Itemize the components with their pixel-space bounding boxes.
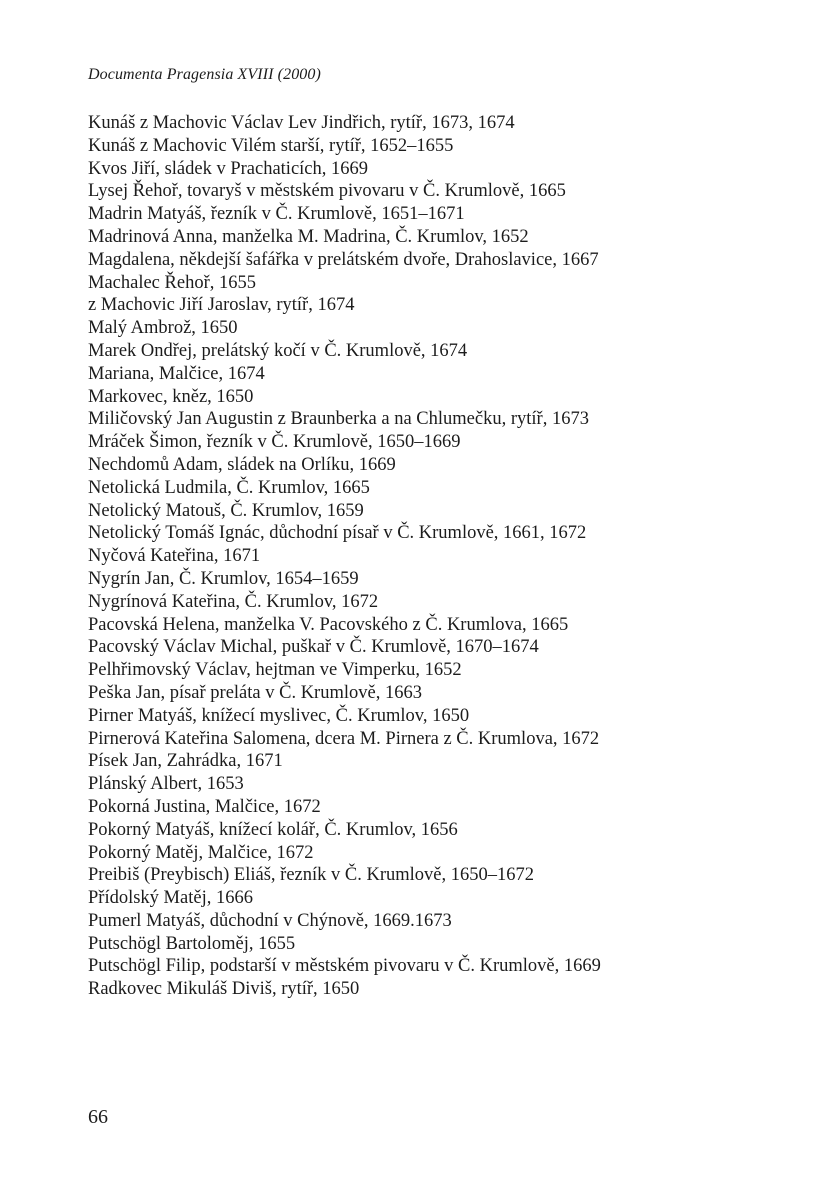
index-entry-list [88, 112, 708, 1001]
index-entry: Netolický Matouš, Č. Krumlov, 1659 [88, 500, 364, 521]
index-entry: Mráček Šimon, řezník v Č. Krumlově, 1650–1669 [88, 432, 461, 453]
index-entry: Pacovský Václav Michal, puškař v Č. Krumlově, 1670–1674 [88, 637, 539, 658]
index-entry: Radkovec Mikuláš Diviš, rytíř, 1650 [88, 979, 360, 1000]
index-entry: Kunáš z Machovic Václav Lev Jindřich, rytíř, 1673, 1674 [88, 113, 515, 133]
index-entry: Markovec, kněz, 1650 [88, 386, 254, 407]
index-entry: Nyčová Kateřina, 1671 [88, 546, 261, 567]
index-entry: Mariana, Malčice, 1674 [88, 363, 265, 384]
index-entry: Netolický Tomáš Ignác, důchodní písař v Č. Krumlově, 1661, 1672 [88, 523, 587, 544]
index-entry: Malý Ambrož, 1650 [88, 318, 238, 339]
index-entry: Madrinová Anna, manželka M. Madrina, Č. Krumlov, 1652 [88, 226, 529, 247]
index-entry: Madrin Matyáš, řezník v Č. Krumlově, 1651–1671 [88, 204, 465, 225]
index-entry: Plánský Albert, 1653 [88, 774, 244, 795]
index-entry: Miličovský Jan Augustin z Braunberka a na Chlumečku, rytíř, 1673 [88, 409, 589, 430]
index-entry: Kvos Jiří, sládek v Prachaticích, 1669 [88, 158, 369, 179]
index-entry: Pirner Matyáš, knížecí myslivec, Č. Krumlov, 1650 [88, 705, 470, 726]
index-entry: Machalec Řehoř, 1655 [88, 272, 256, 293]
index-entry: Nechdomů Adam, sládek na Orlíku, 1669 [88, 454, 396, 475]
index-entry: z Machovic Jiří Jaroslav, rytíř, 1674 [88, 295, 355, 316]
index-entry: Pokorná Justina, Malčice, 1672 [88, 796, 321, 817]
index-entry: Putschögl Bartoloměj, 1655 [88, 933, 296, 954]
index-entry: Nygrín Jan, Č. Krumlov, 1654–1659 [88, 568, 359, 589]
running-head: Documenta Pragensia XVIII (2000) [88, 66, 321, 83]
page-number: 66 [88, 1106, 108, 1128]
index-entry: Pirnerová Kateřina Salomena, dcera M. Pirnera z Č. Krumlova, 1672 [88, 728, 600, 749]
index-entry: Pokorný Matyáš, knížecí kolář, Č. Krumlov, 1656 [88, 819, 458, 840]
index-entry: Pumerl Matyáš, důchodní v Chýnově, 1669.1673 [88, 910, 452, 931]
index-entry: Pacovská Helena, manželka V. Pacovského z Č. Krumlova, 1665 [88, 614, 569, 635]
index-entry: Peška Jan, písař preláta v Č. Krumlově, 1663 [88, 682, 422, 703]
index-entry: Pokorný Matěj, Malčice, 1672 [88, 842, 314, 863]
index-entry: Pelhřimovský Václav, hejtman ve Vimperku, 1652 [88, 660, 462, 681]
index-entry: Netolická Ludmila, Č. Krumlov, 1665 [88, 477, 370, 498]
index-entry: Kunáš z Machovic Vilém starší, rytíř, 1652–1655 [88, 135, 454, 156]
index-entry: Písek Jan, Zahrádka, 1671 [88, 751, 283, 772]
index-entry: Putschögl Filip, podstarší v městském pivovaru v Č. Krumlově, 1669 [88, 956, 601, 977]
index-entry: Lysej Řehoř, tovaryš v městském pivovaru v Č. Krumlově, 1665 [88, 181, 566, 202]
index-entry: Přídolský Matěj, 1666 [88, 888, 253, 909]
index-entry: Magdalena, někdejší šafářka v prelátském dvoře, Drahoslavice, 1667 [88, 249, 599, 270]
index-entry: Nygrínová Kateřina, Č. Krumlov, 1672 [88, 591, 379, 612]
index-entry: Preibiš (Preybisch) Eliáš, řezník v Č. Krumlově, 1650–1672 [88, 865, 534, 886]
index-entry: Marek Ondřej, prelátský kočí v Č. Krumlově, 1674 [88, 340, 468, 361]
